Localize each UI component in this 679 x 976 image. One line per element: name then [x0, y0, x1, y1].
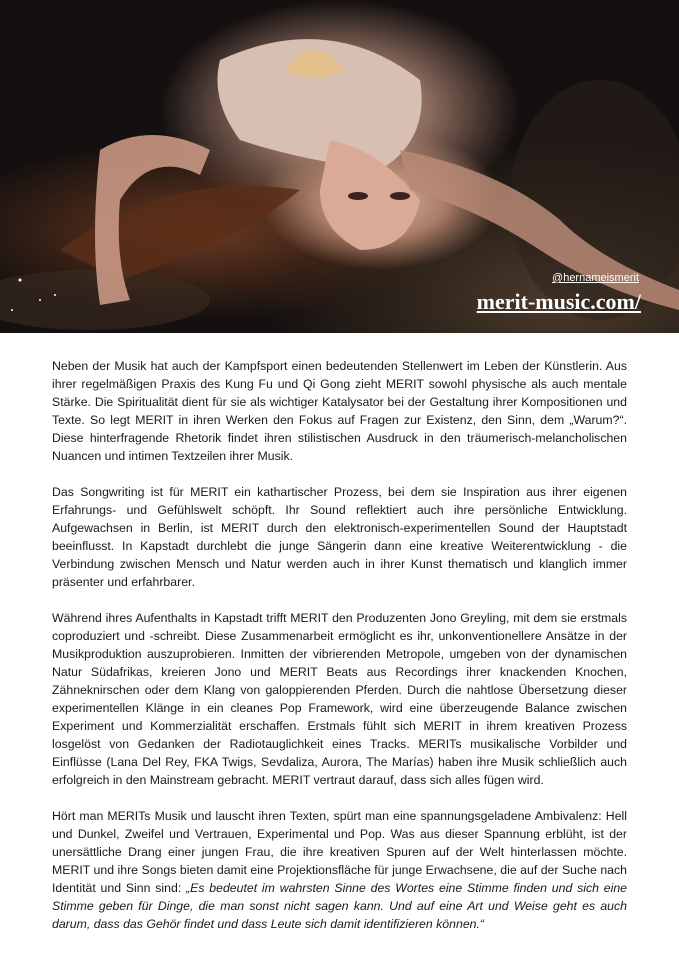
paragraph-ambivalence-text: Hört man MERITs Musik und lauscht ihren Texten, spürt man eine spannungsgeladene Ambivalenz: Hell und Dunkel, Zweifel und Vertrauen, Experimental und Pop. Was aus dieser Spannung erblüht, ist der unersättliche Drang einer jungen Frau, die ihre kreativen Spuren auf der Welt hinterlassen möchte. MERIT und ihre Songs bieten damit eine Projektionsfläche für junge Erwachsene, die auf der Suche nach Identität und Sinn sind:: [52, 809, 627, 895]
website-link[interactable]: merit-music.com/: [476, 289, 641, 314]
artist-quote: „Es bedeutet im wahrsten Sinne des Wortes eine Stimme finden und sich eine Stimme geben für Dinge, die man sonst nicht sagen kann. Und auf eine Art und Weise geht es auch darum, dass das Gehör findet und dass Leute sich damit identifizieren können.“: [52, 881, 627, 931]
article-body: [52, 357, 627, 951]
paragraph-ambivalence: [52, 807, 627, 933]
paragraph-songwriting: Das Songwriting ist für MERIT ein kathartischer Prozess, bei dem sie Inspiration aus ihrer eigenen Erfahrungs- und Gefühlswelt schöpft. Ihr Sound reflektiert auch ihre persönliche Entwicklung. Aufgewachsen in Berlin, ist MERIT durch den elektronisch-experimentellen Sound der Hauptstadt beeinflusst. In Kapstadt durchlebt die junge Sängerin dann eine kreative Weiterentwicklung - die Verbindung zwischen Mensch und Natur werden auch in ihrer Kunst thematisch und klanglich immer präsenter und erfahrbarer.: [52, 485, 627, 589]
hero-photo: [0, 0, 679, 333]
paragraph-martial-arts: Neben der Musik hat auch der Kampfsport einen bedeutenden Stellenwert im Leben der Künstlerin. Aus ihrer regelmäßigen Praxis des Kung Fu und Qi Gong zieht MERIT sowohl physische als auch mentale Stärke. Die Spiritualität dient für sie als wichtiger Katalysator bei der Gestaltung ihrer Kompositionen und Texte. So legt MERIT in ihren Werken den Fokus auf Fragen zur Existenz, den Sinn, dem „Warum?“. Diese hinterfragende Rhetorik findet ihren stilistischen Ausdruck in den träumerisch-melancholischen Nuancen und intimen Textzeilen ihrer Musik.: [52, 359, 627, 463]
instagram-handle[interactable]: @hernameismerit: [552, 272, 639, 284]
paragraph-cape-town: Während ihres Aufenthalts in Kapstadt trifft MERIT den Produzenten Jono Greyling, mit dem sie erstmals coproduziert und -schreibt. Diese Zusammenarbeit ermöglicht es ihr, unkonventionellere Ansätze in der Musikproduktion auszuprobieren. Inmitten der vibrierenden Metropole, umgeben von der dynamischen Natur Südafrikas, kreieren Jono und MERIT Beats aus Recordings ihrer knackenden Knochen, Zähneknirschen oder dem Klang von galoppierenden Pferden. Durch die nahtlose Übersetzung dieser experimentellen Klänge in ein cleanes Pop Framework, wird eine überzeugende Balance zwischen Experiment und Kommerzialität erschaffen. Erstmals fühlt sich MERIT in ihrem kreativen Prozess losgelöst von Gedanken der Radiotauglichkeit eines Tracks. MERITs musikalische Vorbilder und Einflüsse (Lana Del Rey, FKA Twigs, Sevdaliza, Aurora, The Marías) haben ihre Musik schließlich auch erfolgreich in den Mainstream gebracht. MERIT vertraut darauf, dass sich alles fügen wird.: [52, 611, 627, 787]
